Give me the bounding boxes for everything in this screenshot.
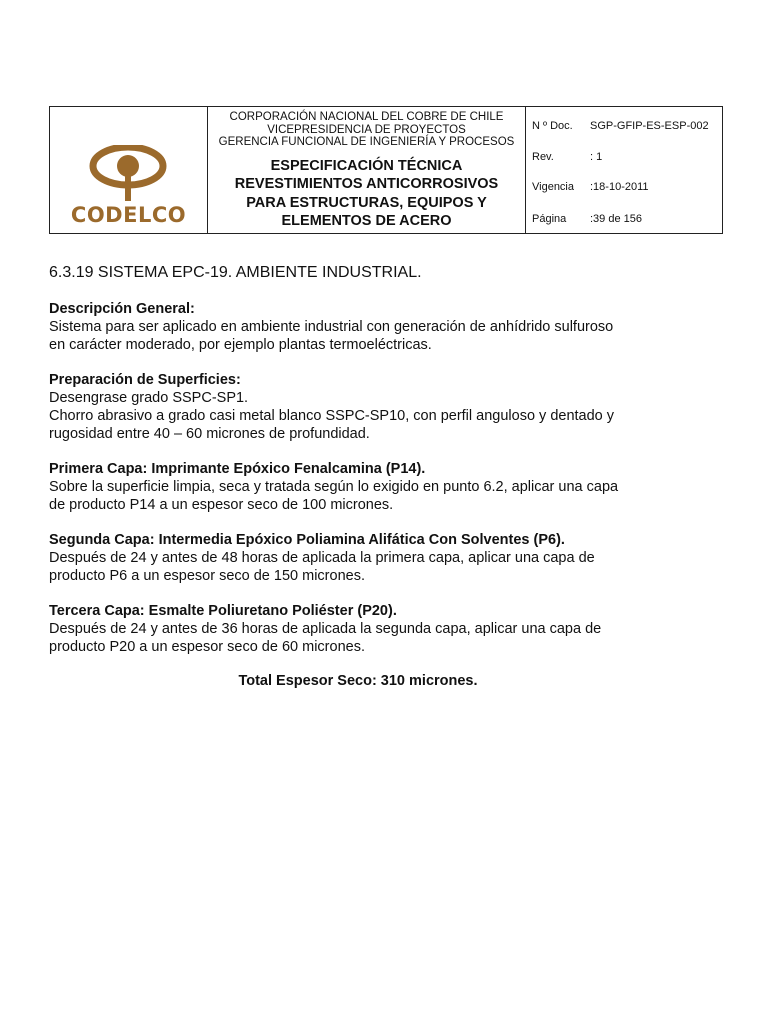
meta-label: Rev. xyxy=(532,151,554,163)
block-title: Tercera Capa: Esmalte Poliuretano Poliéster (P20). xyxy=(49,603,397,619)
meta-row-doc xyxy=(532,120,709,132)
meta-row-pagina xyxy=(532,213,642,225)
spec-title-line: ELEMENTOS DE ACERO xyxy=(281,213,452,229)
spec-title xyxy=(208,157,525,231)
block-line: Chorro abrasivo a grado casi metal blanco SSPC-SP10, con perfil anguloso y dentado y xyxy=(49,408,615,424)
block-title: Segunda Capa: Intermedia Epóxico Poliamina Alifática Con Solventes (P6). xyxy=(49,532,565,548)
block-line: rugosidad entre 40 – 60 micrones de profundidad. xyxy=(49,426,370,442)
second-coat-block xyxy=(49,531,667,585)
block-line: en carácter moderado, por ejemplo plantas termoeléctricas. xyxy=(49,337,432,353)
block-line: Después de 24 y antes de 48 horas de aplicada la primera capa, aplicar una capa de xyxy=(49,550,595,566)
logo-text: CODELCO xyxy=(70,203,187,227)
meta-value: :18-10-2011 xyxy=(590,181,649,193)
meta-label: N º Doc. xyxy=(532,120,573,132)
block-line: producto P6 a un espesor seco de 150 micrones. xyxy=(49,568,365,584)
org-line: GERENCIA FUNCIONAL DE INGENIERÍA Y PROCESOS xyxy=(218,136,515,148)
meta-label: Página xyxy=(532,213,567,225)
org-line: CORPORACIÓN NACIONAL DEL COBRE DE CHILE xyxy=(229,111,504,123)
first-coat-block xyxy=(49,460,667,514)
document-body xyxy=(49,264,667,689)
org-line: VICEPRESIDENCIA DE PROYECTOS xyxy=(267,123,466,136)
block-title: Primera Capa: Imprimante Epóxico Fenalcamina (P14). xyxy=(49,461,426,477)
block-line: Desengrase grado SSPC-SP1. xyxy=(49,390,249,406)
block-title: Descripción General: xyxy=(49,301,195,317)
meta-value: :39 de 156 xyxy=(590,213,642,225)
block-line: Sobre la superficie limpia, seca y tratada según lo exigido en punto 6.2, aplicar una capa xyxy=(49,479,619,495)
meta-cell xyxy=(526,107,722,233)
total-thickness: Total Espesor Seco: 310 micrones. xyxy=(238,673,478,689)
third-coat-block xyxy=(49,602,667,656)
block-title: Preparación de Superficies: xyxy=(49,372,241,388)
block-line: Después de 24 y antes de 36 horas de aplicada la segunda capa, aplicar una capa de xyxy=(49,621,602,637)
block-line: Sistema para ser aplicado en ambiente industrial con generación de anhídrido sulfuroso xyxy=(49,319,614,335)
document-header xyxy=(49,106,723,234)
meta-value: : 1 xyxy=(590,151,603,163)
section-heading: 6.3.19 SISTEMA EPC-19. AMBIENTE INDUSTRIAL. xyxy=(49,264,422,281)
title-cell xyxy=(208,107,526,233)
codelco-logo-icon xyxy=(78,145,178,203)
meta-label: Vigencia xyxy=(532,181,574,193)
spec-title-line: ESPECIFICACIÓN TÉCNICA xyxy=(270,157,463,174)
logo-cell xyxy=(50,107,208,233)
meta-row-vigencia xyxy=(532,181,649,193)
spec-title-line: PARA ESTRUCTURAS, EQUIPOS Y xyxy=(246,194,487,211)
meta-row-rev xyxy=(532,151,602,163)
block-line: producto P20 a un espesor seco de 60 micrones. xyxy=(49,639,365,655)
spec-title-line: REVESTIMIENTOS ANTICORROSIVOS xyxy=(234,176,499,192)
block-line: de producto P14 a un espesor seco de 100 micrones. xyxy=(49,497,394,513)
surface-prep-block xyxy=(49,371,667,443)
meta-value: SGP-GFIP-ES-ESP-002 xyxy=(590,120,709,132)
description-block xyxy=(49,300,667,354)
